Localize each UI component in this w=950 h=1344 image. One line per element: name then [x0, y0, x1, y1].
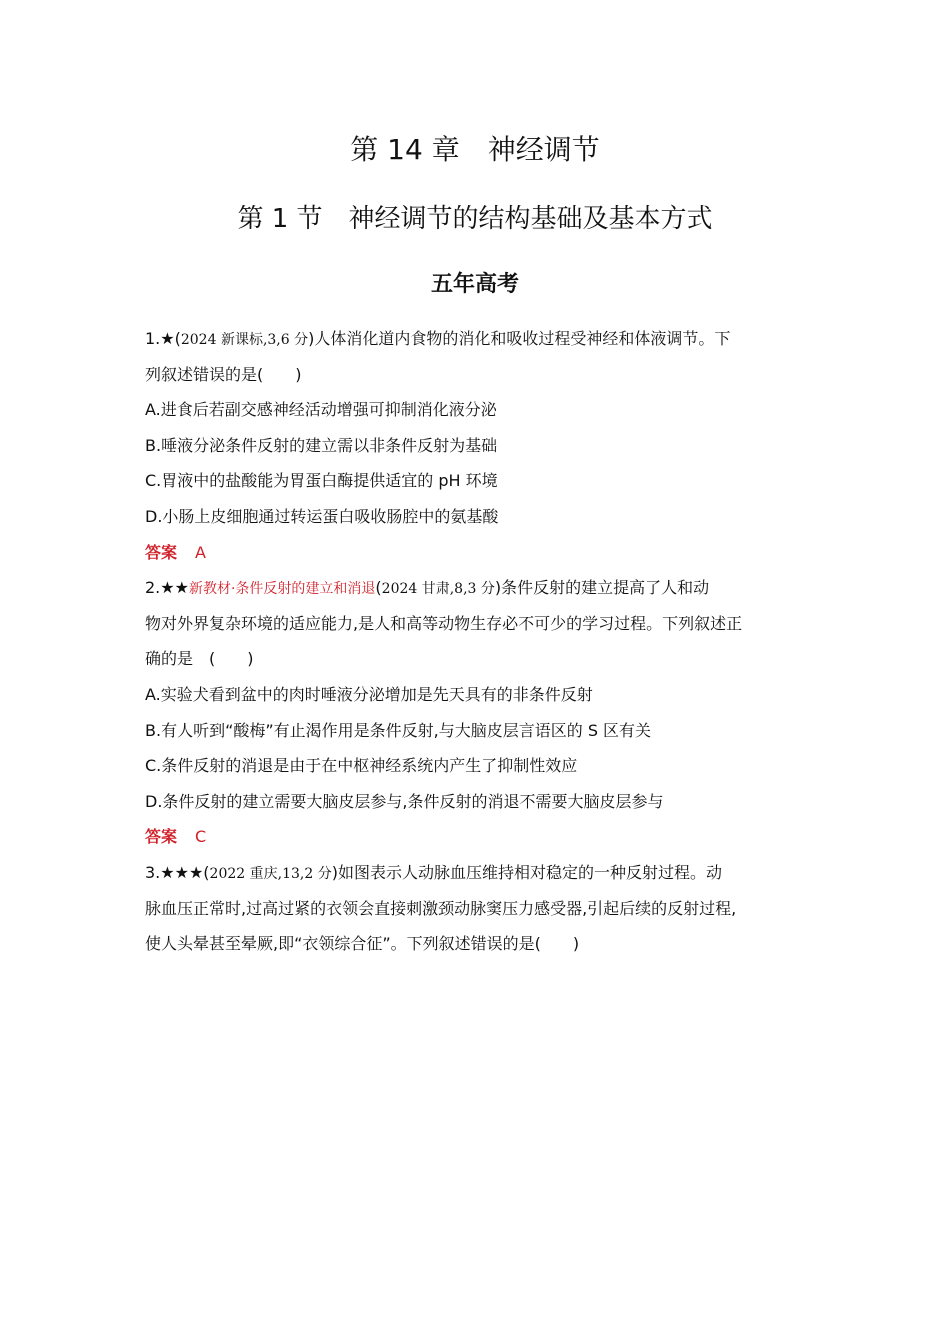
question-1-stem-line-2: 列叙述错误的是( ) — [145, 364, 302, 384]
question-source: 2022 重庆,13,2 分 — [209, 865, 332, 882]
sub-title: 五年高考 — [430, 272, 519, 297]
question-source: 2024 甘肃,8,3 分 — [381, 581, 495, 598]
paren-open: ( — [375, 578, 382, 598]
option-a: A.实验犬看到盆中的肉时唾液分泌增加是先天具有的非条件反射 — [145, 684, 593, 704]
paren-close: ) — [308, 329, 315, 348]
option-c: C.胃液中的盐酸能为胃蛋白酶提供适宜的 pH 环境 — [145, 471, 498, 491]
option-c: C.条件反射的消退是由于在中枢神经系统内产生了抑制性效应 — [145, 756, 578, 776]
answer-line — [145, 819, 810, 855]
question-number: 2. — [145, 578, 161, 598]
difficulty-stars: ★★★ — [160, 862, 204, 882]
question-number: 1. — [145, 329, 161, 348]
topic-tag: 新教材·条件反射的建立和消退 — [188, 581, 376, 598]
paren-open: ( — [203, 862, 210, 882]
question-3-stem-line-2: 脉血压正常时,过高过紧的衣领会直接刺激颈动脉窦压力感受器,引起后续的反射过程, — [145, 898, 737, 918]
question-1-stem-line-1 — [145, 321, 810, 357]
option-b: B.唾液分泌条件反射的建立需以非条件反射为基础 — [145, 435, 498, 455]
question-source: 2024 新课标,3,6 分 — [180, 332, 309, 348]
answer-value: C — [195, 827, 207, 847]
answer-label: 答案 — [145, 827, 178, 847]
option-b: B.有人听到“酸梅”有止渴作用是条件反射,与大脑皮层言语区的 S 区有关 — [145, 720, 652, 740]
question-stem-text: 人体消化道内食物的消化和吸收过程受神经和体液调节。下 — [314, 329, 731, 348]
answer-line — [145, 535, 810, 571]
difficulty-stars: ★ — [160, 329, 175, 348]
paren-close: ) — [494, 578, 502, 598]
answer-value: A — [195, 542, 206, 562]
question-number: 3. — [145, 862, 161, 882]
question-list — [145, 321, 810, 962]
question-2-stem-line-2: 物对外界复杂环境的适应能力,是人和高等动物生存必不可少的学习过程。下列叙述正 — [145, 613, 743, 633]
paren-close: ) — [331, 862, 338, 882]
difficulty-stars: ★★ — [160, 578, 189, 598]
section-title: 第 1 节 神经调节的结构基础及基本方式 — [237, 204, 713, 234]
option-a: A.进食后若副交感神经活动增强可抑制消化液分泌 — [145, 400, 497, 420]
option-d: D.条件反射的建立需要大脑皮层参与,条件反射的消退不需要大脑皮层参与 — [145, 791, 664, 811]
question-2-stem-line-3: 确的是 ( ) — [145, 649, 254, 669]
chapter-title: 第 14 章 神经调节 — [350, 133, 600, 166]
question-3-stem-line-3: 使人头晕甚至晕厥,即“衣领综合征”。下列叙述错误的是( ) — [145, 934, 580, 954]
question-stem-text: 条件反射的建立提高了人和动 — [501, 578, 710, 598]
answer-label: 答案 — [145, 542, 178, 562]
paren-open: ( — [174, 329, 181, 348]
question-2-stem-line-1 — [145, 570, 810, 606]
question-3-stem-line-1 — [145, 855, 810, 891]
option-d: D.小肠上皮细胞通过转运蛋白吸收肠腔中的氨基酸 — [145, 506, 499, 526]
question-stem-text: 如图表示人动脉血压维持相对稳定的一种反射过程。动 — [337, 862, 722, 882]
